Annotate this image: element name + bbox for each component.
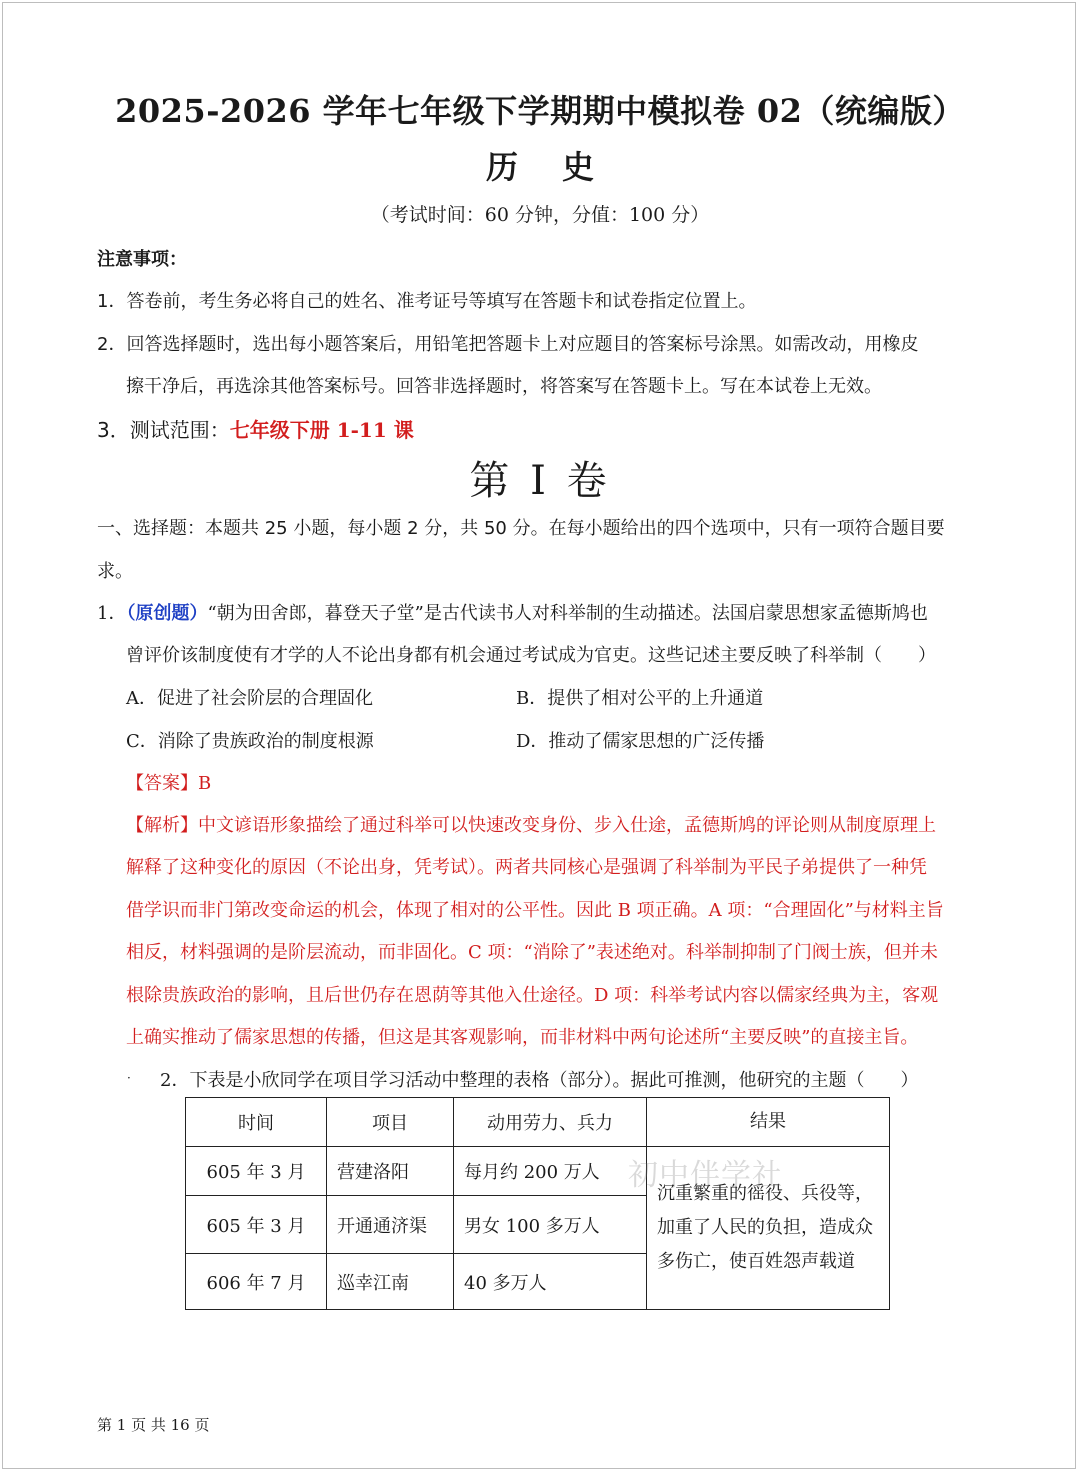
question-1-stem-cont: 曾评价该制度使有才学的人不论出身都有机会通过考试成为官吏。这些记述主要反映了科举制（ ）: [126, 645, 936, 666]
table-header: 动用劳力、兵力: [454, 1098, 647, 1147]
option-d: D．推动了儒家思想的广泛传播: [516, 731, 765, 752]
original-question-tag: （原创题）: [126, 603, 208, 624]
analysis-line: 【解析】中文谚语形象描绘了通过科举可以快速改变身份、步入仕途，孟德斯鸠的评论则从制度原理上: [126, 815, 936, 836]
table-result-cell: 沉重繁重的徭役、兵役等，加重了人民的负担，造成众多伤亡，使百姓怨声载道: [647, 1147, 890, 1310]
table-cell: 巡幸江南: [327, 1254, 454, 1310]
analysis-line: 借学识而非门第改变命运的机会，体现了相对的公平性。因此 B 项正确。A 项：“合理固化”与材料主旨: [126, 900, 944, 921]
analysis-line: 解释了这种变化的原因（不论出身，凭考试）。两者共同核心是强调了科举制为平民子弟提供了一种凭: [126, 857, 927, 878]
table-header-row: [186, 1098, 890, 1147]
analysis-line: 相反，材料强调的是阶层流动，而非固化。C 项：“消除了”表述绝对。科举制抑制了门阀士族，但并未: [126, 942, 938, 963]
table-row: [186, 1147, 890, 1196]
table-cell: 营建洛阳: [327, 1147, 454, 1196]
table-header: 结果: [647, 1098, 890, 1147]
exam-title: 2025-2026 学年七年级下学期期中模拟卷 02（统编版）: [115, 92, 965, 130]
question-2-stem: 2．下表是小欣同学在项目学习活动中整理的表格（部分）。据此可推测，他研究的主题（ ）: [160, 1070, 919, 1091]
table-cell: 605 年 3 月: [186, 1196, 327, 1254]
subject-title: 历史: [485, 148, 638, 186]
question-1-number: 1．: [97, 603, 127, 624]
exam-info: （考试时间：60 分钟，分值：100 分）: [370, 204, 710, 226]
notice-item-2-cont: 擦干净后，再选涂其他答案标号。回答非选择题时，将答案写在答题卡上。写在本试卷上无效。: [126, 376, 882, 397]
table-cell: 开通通济渠: [327, 1196, 454, 1254]
question-1-stem: [97, 599, 928, 625]
notice-item-1: 1．答卷前，考生务必将自己的姓名、准考证号等填写在答题卡和试卷指定位置上。: [97, 291, 757, 312]
test-scope: 七年级下册 1-11 课: [229, 418, 414, 442]
notice-heading: 注意事项：: [97, 249, 187, 270]
page-footer: 第 1 页 共 16 页: [97, 1416, 210, 1434]
answer: 【答案】B: [126, 773, 212, 794]
table-header: 项目: [327, 1098, 454, 1147]
table-cell: 40 多万人: [454, 1254, 647, 1310]
notice-item-3-prefix: 3．测试范围：: [97, 418, 230, 442]
notice-item-2: 2．回答选择题时，选出每小题答案后，用铅笔把答题卡上对应题目的答案标号涂黑。如需改动，用橡皮: [97, 334, 919, 355]
table-cell: 每月约 200 万人: [454, 1147, 647, 1196]
table-header: 时间: [186, 1098, 327, 1147]
table-cell: 男女 100 多万人: [454, 1196, 647, 1254]
watermark: 初中伴学社: [628, 1158, 783, 1193]
section-instruction: 一、选择题：本题共 25 小题，每小题 2 分，共 50 分。在每小题给出的四个选项中，只有一项符合题目要: [97, 518, 945, 539]
bullet-marker: ·: [127, 1071, 131, 1085]
option-b: B．提供了相对公平的上升通道: [516, 688, 764, 709]
section-instruction-cont: 求。: [97, 561, 133, 582]
option-c: C．消除了贵族政治的制度根源: [126, 731, 374, 752]
notice-item-3: [97, 414, 414, 443]
history-table: [185, 1097, 890, 1310]
option-a: A．促进了社会阶层的合理固化: [126, 688, 373, 709]
table-cell: 605 年 3 月: [186, 1147, 327, 1196]
question-1-text: “朝为田舍郎，暮登天子堂”是古代读书人对科举制的生动描述。法国启蒙思想家孟德斯鸠也: [207, 603, 928, 624]
analysis-line: 根除贵族政治的影响，且后世仍存在恩荫等其他入仕途径。D 项：科举考试内容以儒家经典为主，客观: [126, 985, 939, 1006]
analysis-line: 上确实推动了儒家思想的传播，但这是其客观影响，而非材料中两句论述所“主要反映”的直接主旨。: [126, 1027, 919, 1048]
table-cell: 606 年 7 月: [186, 1254, 327, 1310]
section-heading: 第 I 卷: [469, 458, 611, 504]
